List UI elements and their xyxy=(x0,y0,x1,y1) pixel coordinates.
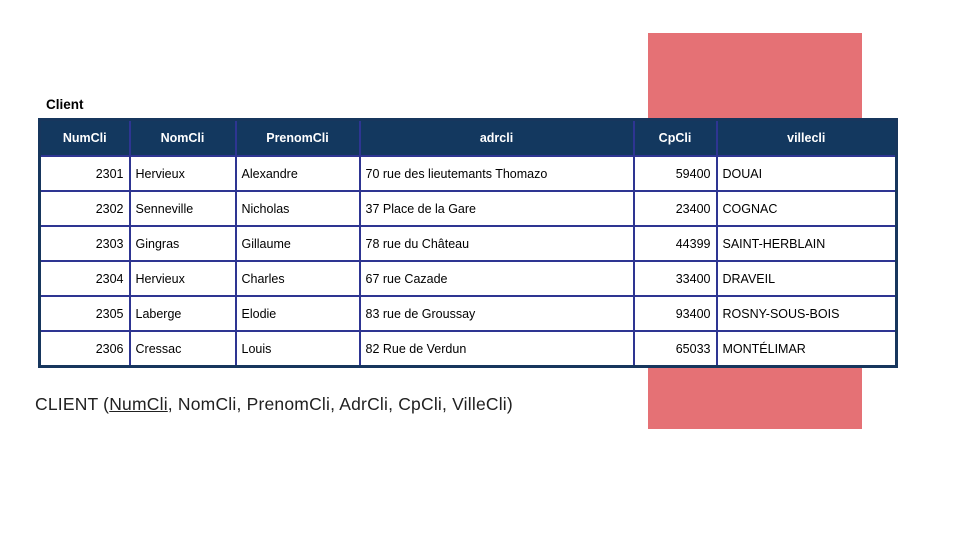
cell-nomcli: Laberge xyxy=(130,296,236,331)
table-row xyxy=(40,296,897,331)
cell-numcli: 2303 xyxy=(40,226,130,261)
cell-villecli: COGNAC xyxy=(717,191,897,226)
cell-nomcli: Senneville xyxy=(130,191,236,226)
cell-cpcli: 93400 xyxy=(634,296,717,331)
table-row xyxy=(40,226,897,261)
column-header-cpcli: CpCli xyxy=(634,120,717,157)
cell-villecli: DRAVEIL xyxy=(717,261,897,296)
relational-schema-caption xyxy=(35,394,513,415)
cell-prenomcli: Alexandre xyxy=(236,156,360,191)
cell-villecli: SAINT-HERBLAIN xyxy=(717,226,897,261)
cell-nomcli: Hervieux xyxy=(130,156,236,191)
cell-numcli: 2302 xyxy=(40,191,130,226)
caption-primary-key: NumCli xyxy=(109,394,168,414)
cell-adrcli: 82 Rue de Verdun xyxy=(360,331,634,367)
cell-prenomcli: Elodie xyxy=(236,296,360,331)
column-header-nomcli: NomCli xyxy=(130,120,236,157)
table-row xyxy=(40,156,897,191)
cell-adrcli: 37 Place de la Gare xyxy=(360,191,634,226)
caption-prefix: CLIENT ( xyxy=(35,394,110,414)
column-header-villecli: villecli xyxy=(717,120,897,157)
cell-adrcli: 67 rue Cazade xyxy=(360,261,634,296)
table-header-row xyxy=(40,120,897,157)
cell-numcli: 2305 xyxy=(40,296,130,331)
cell-prenomcli: Gillaume xyxy=(236,226,360,261)
cell-prenomcli: Charles xyxy=(236,261,360,296)
cell-adrcli: 78 rue du Château xyxy=(360,226,634,261)
cell-cpcli: 65033 xyxy=(634,331,717,367)
table-row xyxy=(40,331,897,367)
client-table xyxy=(38,118,898,368)
cell-adrcli: 70 rue des lieutemants Thomazo xyxy=(360,156,634,191)
cell-nomcli: Cressac xyxy=(130,331,236,367)
table-title: Client xyxy=(46,97,84,112)
cell-villecli: ROSNY-SOUS-BOIS xyxy=(717,296,897,331)
column-header-prenomcli: PrenomCli xyxy=(236,120,360,157)
cell-numcli: 2304 xyxy=(40,261,130,296)
cell-nomcli: Hervieux xyxy=(130,261,236,296)
column-header-numcli: NumCli xyxy=(40,120,130,157)
cell-cpcli: 33400 xyxy=(634,261,717,296)
cell-villecli: MONTÉLIMAR xyxy=(717,331,897,367)
cell-prenomcli: Louis xyxy=(236,331,360,367)
cell-numcli: 2301 xyxy=(40,156,130,191)
cell-adrcli: 83 rue de Groussay xyxy=(360,296,634,331)
cell-cpcli: 23400 xyxy=(634,191,717,226)
cell-numcli: 2306 xyxy=(40,331,130,367)
column-header-adrcli: adrcli xyxy=(360,120,634,157)
cell-villecli: DOUAI xyxy=(717,156,897,191)
caption-suffix: , NomCli, PrenomCli, AdrCli, CpCli, VilleCli) xyxy=(167,394,513,414)
cell-prenomcli: Nicholas xyxy=(236,191,360,226)
cell-nomcli: Gingras xyxy=(130,226,236,261)
cell-cpcli: 59400 xyxy=(634,156,717,191)
table-row xyxy=(40,261,897,296)
cell-cpcli: 44399 xyxy=(634,226,717,261)
table-row xyxy=(40,191,897,226)
